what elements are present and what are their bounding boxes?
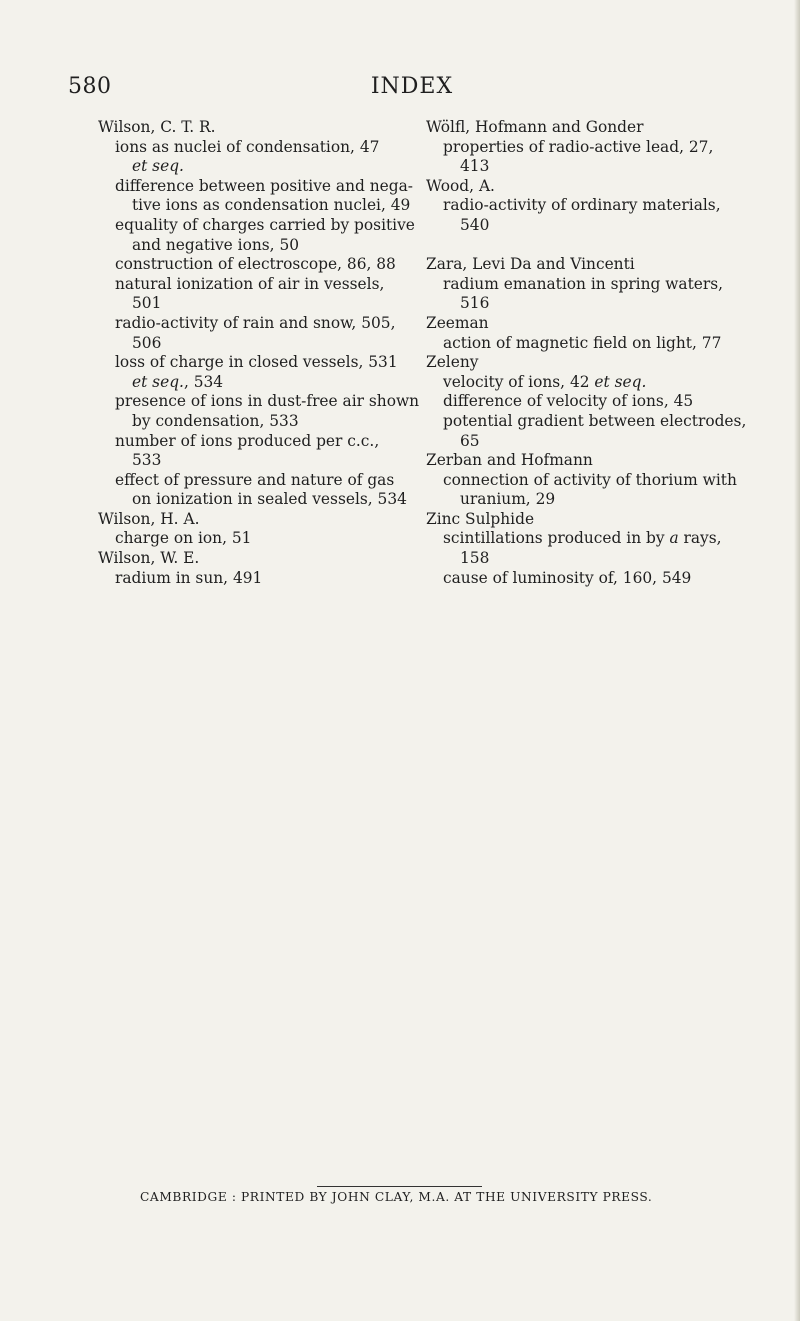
- entry-heading: Zeleny: [426, 353, 479, 372]
- page-header: [68, 74, 756, 100]
- subentry: radium emanation in spring waters,: [443, 274, 724, 293]
- entry-heading: Wölfl, Hofmann and Gonder: [426, 118, 644, 136]
- subentry: presence of ions in dust-free air shown: [115, 392, 420, 411]
- index-entry-zinc-sulphide: [426, 510, 756, 588]
- page-ref: , 534: [183, 372, 224, 391]
- subentry: [426, 373, 756, 393]
- page-number: 580: [68, 74, 112, 99]
- entry-heading: Wilson, W. E.: [98, 549, 200, 568]
- subentry-continuation: 158: [460, 549, 490, 568]
- index-entry-zara: [426, 255, 756, 314]
- entry-heading: Zerban and Hofmann: [426, 451, 593, 470]
- subentry-continuation: by condensation, 533: [132, 411, 299, 430]
- subentry: radio-activity of ordinary materials,: [443, 196, 721, 215]
- subentry: connection of activity of thorium with: [443, 470, 737, 489]
- index-entry-zeleny: [426, 353, 756, 451]
- subentry-text: velocity of ions, 42: [443, 372, 595, 391]
- subentry-continuation: [98, 373, 428, 393]
- entry-heading: Zeeman: [426, 313, 489, 332]
- index-entry-zeeman: [426, 314, 756, 353]
- subentry: ions as nuclei of condensation, 47: [115, 137, 380, 156]
- entry-heading: Wood, A.: [426, 176, 495, 195]
- subentry-continuation: tive ions as condensation nuclei, 49: [132, 196, 411, 215]
- index-entry-wilson-we: [98, 549, 428, 588]
- subentry-continuation: uranium, 29: [460, 490, 556, 509]
- index-column-left: [98, 118, 428, 588]
- subentry: properties of radio-active lead, 27,: [443, 137, 714, 156]
- subentry: difference between positive and nega-: [115, 176, 413, 195]
- subentry-continuation: 413: [460, 157, 490, 176]
- entry-heading: Zinc Sulphide: [426, 509, 535, 528]
- subentry: action of magnetic field on light, 77: [443, 333, 722, 352]
- running-head: INDEX: [370, 74, 454, 99]
- subentry: natural ionization of air in vessels,: [115, 274, 385, 293]
- page-edge-shadow: [794, 0, 800, 1321]
- subentry-text: scintillations produced in by: [443, 529, 670, 548]
- subentry: cause of luminosity of, 160, 549: [443, 568, 692, 587]
- index-entry-zerban: [426, 451, 756, 510]
- subentry: difference of velocity of ions, 45: [443, 392, 694, 411]
- index-entry-wilson-ha: [98, 510, 428, 549]
- italic-alpha: a: [669, 529, 679, 548]
- subentry: radio-activity of rain and snow, 505,: [115, 313, 396, 332]
- subentry: radium in sun, 491: [115, 568, 263, 587]
- italic-et-seq: et seq.: [594, 372, 647, 391]
- subentry-continuation: 506: [132, 333, 162, 352]
- subentry: effect of pressure and nature of gas: [115, 470, 395, 489]
- italic-et-seq: et seq.: [132, 157, 184, 176]
- footer-rule: [317, 1186, 482, 1187]
- subentry-continuation: on ionization in sealed vessels, 534: [132, 490, 407, 509]
- printer-imprint: CAMBRIDGE : PRINTED BY JOHN CLAY, M.A. AT THE UNIVERSITY PRESS.: [140, 1190, 653, 1204]
- subentry: [426, 529, 756, 549]
- subentry-continuation: 65: [460, 431, 480, 450]
- index-column-right: [426, 118, 756, 588]
- subentry: potential gradient between electrodes,: [443, 411, 747, 430]
- subentry: loss of charge in closed vessels, 531: [115, 353, 398, 372]
- subentry-continuation: 540: [460, 215, 490, 234]
- subentry: charge on ion, 51: [115, 529, 252, 548]
- entry-heading: Zara, Levi Da and Vincenti: [426, 255, 635, 274]
- entry-heading: Wilson, C. T. R.: [98, 118, 216, 136]
- subentry: number of ions produced per c.c.,: [115, 431, 380, 450]
- subentry-continuation: 516: [460, 294, 490, 313]
- index-entry-wilson-ctr: [98, 118, 428, 510]
- subentry-continuation: 533: [132, 451, 162, 470]
- index-entry-wolfl: [426, 118, 756, 177]
- subentry-text: rays,: [678, 529, 722, 548]
- subentry: equality of charges carried by positive: [115, 215, 415, 234]
- subentry-continuation: 501: [132, 294, 162, 313]
- italic-et-seq: et seq.: [132, 372, 184, 391]
- index-entry-wood: [426, 177, 756, 236]
- subentry-continuation: and negative ions, 50: [132, 235, 300, 254]
- subentry-continuation: [98, 157, 428, 177]
- letter-group-spacer: [426, 236, 756, 256]
- subentry: construction of electroscope, 86, 88: [115, 255, 396, 274]
- entry-heading: Wilson, H. A.: [98, 509, 200, 528]
